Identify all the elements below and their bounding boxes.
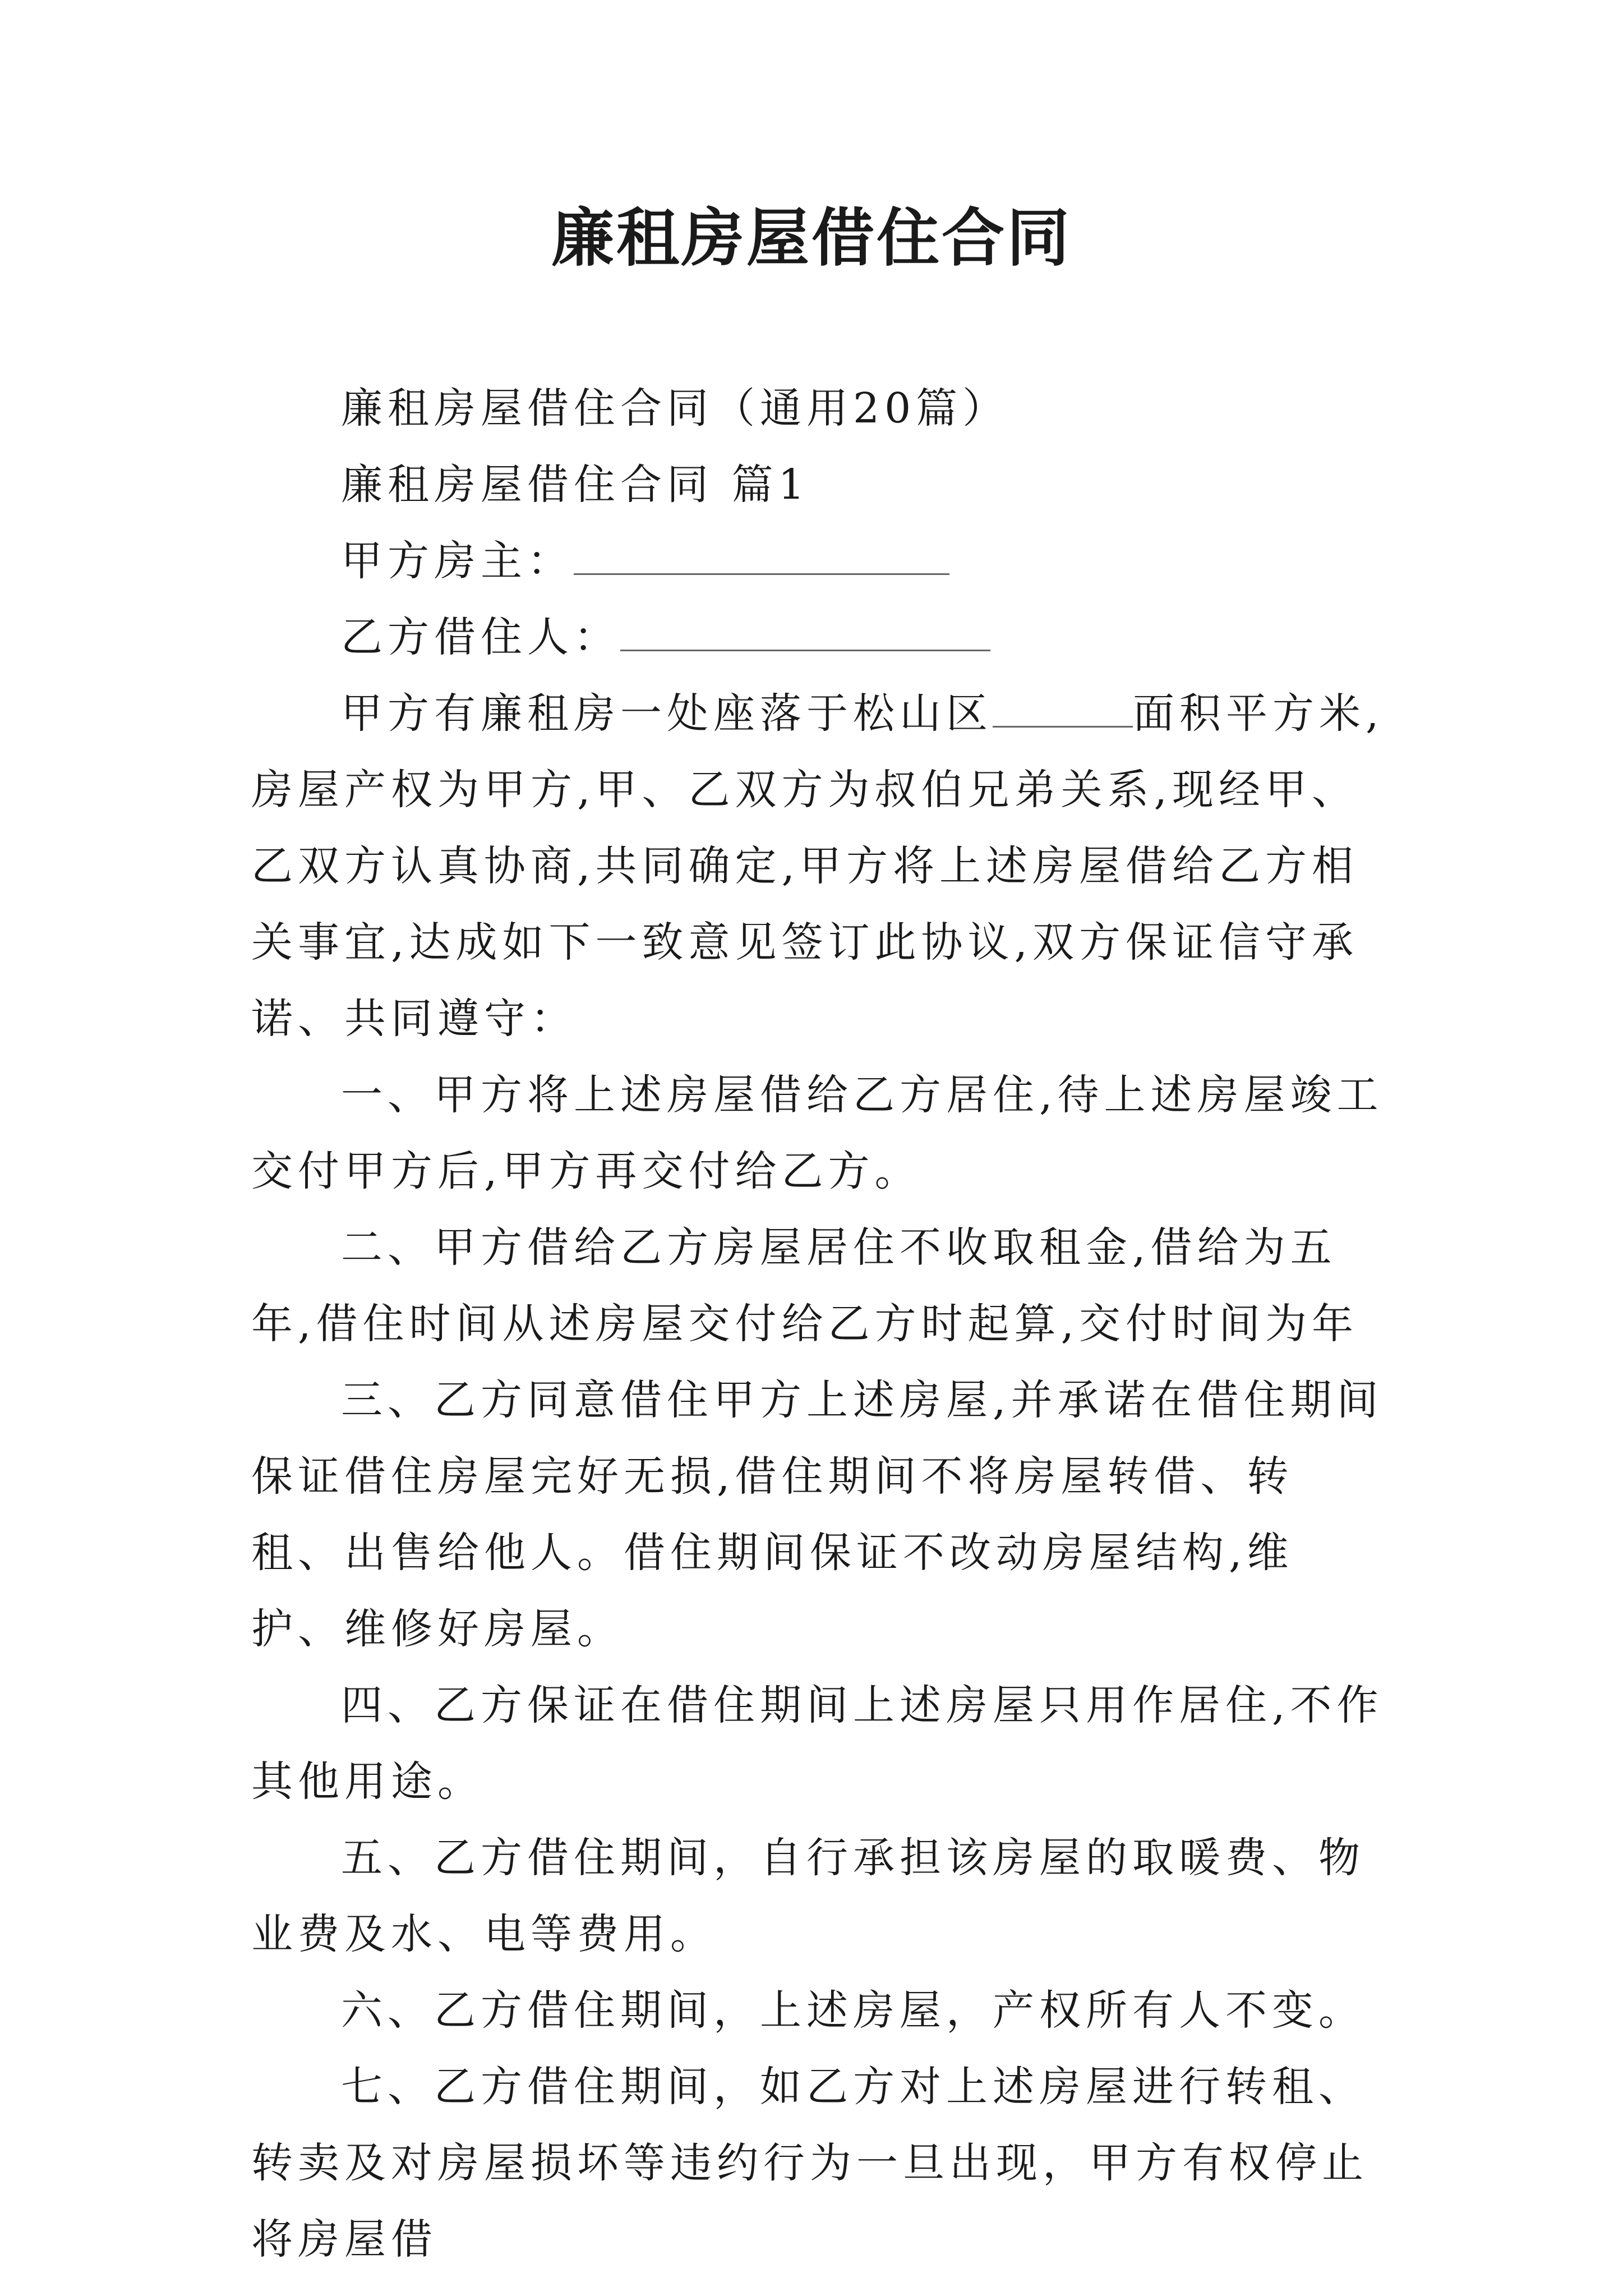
clause-4: 四、乙方保证在借住期间上述房屋只用作居住,不作其他用途。 bbox=[251, 1681, 1384, 1806]
intro-paragraph bbox=[251, 675, 1384, 1057]
document-title: 廉租房屋借住合同 bbox=[551, 201, 1072, 275]
intro-part2: 面积平方米,房屋产权为甲方,甲、乙双方为叔伯兄弟关系,现经甲、乙双方认真协商,共同确定,甲方将上述房屋借给乙方相关事宜,达成如下一致意见签订此协议,双方保证信守承诺、共同遵守： bbox=[251, 689, 1384, 1043]
clause-5: 五、乙方借住期间，自行承担该房屋的取暖费、物业费及水、电等费用。 bbox=[251, 1834, 1365, 1958]
section-heading: 廉租房屋借住合同 篇1 bbox=[341, 461, 810, 509]
clause-7: 七、乙方借住期间，如乙方对上述房屋进行转租、转卖及对房屋损坏等违约行为一旦出现，甲方有权停止将房屋借 bbox=[251, 2063, 1368, 2263]
clause-2: 二、甲方借给乙方房屋居住不收取租金,借给为五年,借住时间从述房屋交付给乙方时起算,交付时间为年 bbox=[251, 1223, 1359, 1348]
intro-part1: 甲方有廉租房一处座落于松山区 bbox=[341, 689, 993, 738]
clause-1: 一、甲方将上述房屋借给乙方居住,待上述房屋竣工交付甲方后,甲方再交付给乙方。 bbox=[251, 1071, 1384, 1195]
party-b-line bbox=[251, 599, 1384, 675]
party-a-blank bbox=[574, 536, 949, 575]
party-b-label: 乙方借住人： bbox=[341, 613, 620, 661]
document-subtitle: 廉租房屋借住合同（通用20篇） bbox=[341, 384, 1009, 432]
party-b-blank bbox=[620, 613, 990, 651]
party-a-line bbox=[251, 523, 1384, 599]
clause-3: 三、乙方同意借住甲方上述房屋,并承诺在借住期间保证借住房屋完好无损,借住期间不将房屋转借、转租、出售给他人。借住期间保证不改动房屋结构,维护、维修好房屋。 bbox=[251, 1376, 1384, 1653]
party-a-label: 甲方房主： bbox=[341, 537, 574, 585]
document-body bbox=[251, 370, 1384, 2277]
location-blank bbox=[993, 689, 1133, 728]
clause-6: 六、乙方借住期间，上述房屋，产权所有人不变。 bbox=[341, 1986, 1365, 2035]
